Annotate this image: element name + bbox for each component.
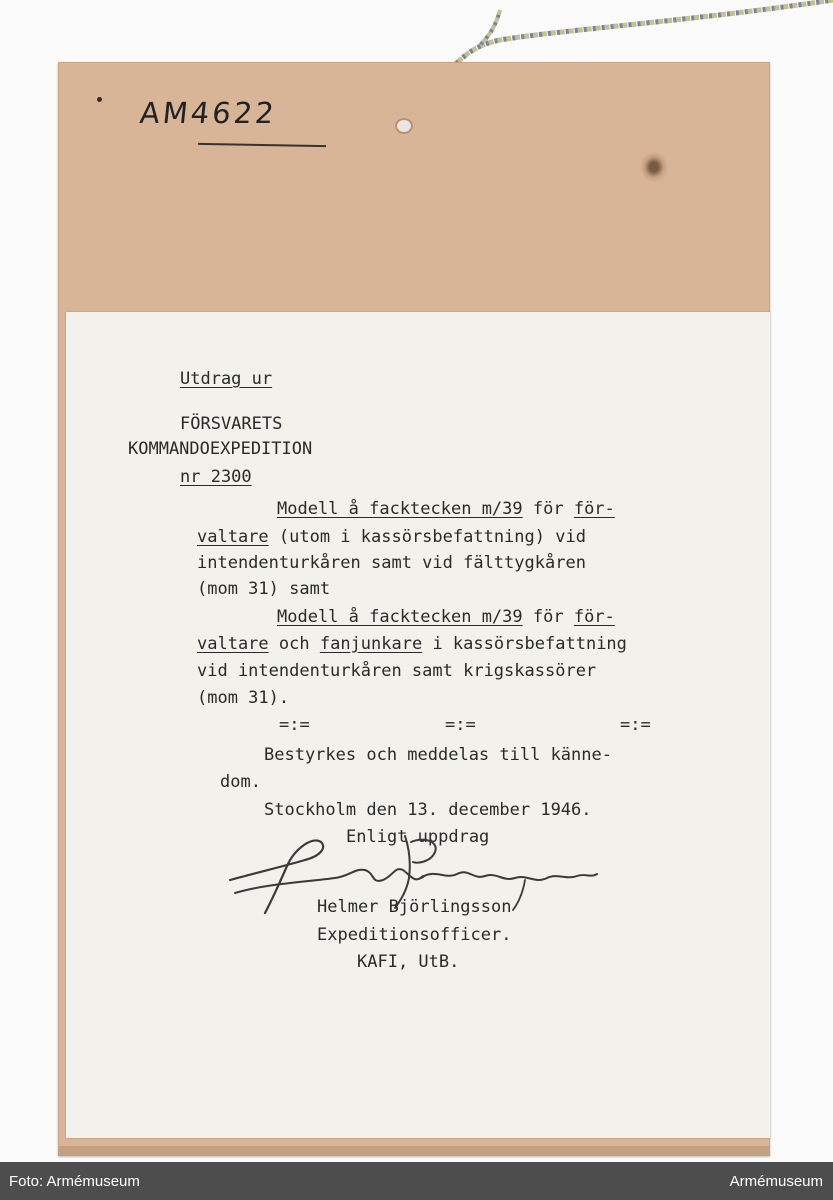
typed-document xyxy=(66,312,770,1138)
doc-heading: Utdrag ur xyxy=(180,369,273,389)
doc-underlined-text: Modell å facktecken m/39 xyxy=(277,607,523,627)
doc-text-line xyxy=(197,634,627,655)
doc-text-line xyxy=(277,499,615,520)
doc-text: och xyxy=(268,634,320,654)
doc-authority: Enligt uppdrag xyxy=(346,827,490,847)
board-stain xyxy=(640,152,668,182)
doc-text: för xyxy=(522,499,574,519)
doc-text-line xyxy=(197,527,586,548)
doc-number: nr 2300 xyxy=(180,467,252,487)
doc-signer-name: Helmer Björlingsson xyxy=(317,897,512,917)
doc-text-line: Bestyrkes och meddelas till känne- xyxy=(264,745,612,765)
doc-separator: =:= xyxy=(445,715,476,735)
doc-text-line: intendenturkåren samt vid fälttygkåren xyxy=(197,553,586,573)
doc-underlined-text: för- xyxy=(573,499,615,519)
doc-place-date: Stockholm den 13. december 1946. xyxy=(264,800,592,820)
photo-credit: Foto: Armémuseum xyxy=(9,1173,140,1190)
doc-source-line: KOMMANDOEXPEDITION xyxy=(128,439,313,459)
doc-underlined-text: valtare xyxy=(197,527,269,547)
doc-source-line: FÖRSVARETS xyxy=(180,414,283,434)
pin-hole xyxy=(97,97,102,102)
doc-signer-title: Expeditionsofficer. xyxy=(317,925,512,945)
doc-text: i kassörsbefattning xyxy=(422,634,627,654)
doc-text-line xyxy=(277,607,615,628)
doc-separator: =:= xyxy=(279,715,310,735)
doc-signer-unit: KAFI, UtB. xyxy=(357,952,460,972)
punch-hole xyxy=(395,118,413,134)
doc-text-line: (mom 31). xyxy=(197,688,290,708)
doc-text: (utom i kassörsbefattning) vid xyxy=(268,527,586,547)
doc-underlined-text: valtare xyxy=(197,634,269,654)
doc-text-line: dom. xyxy=(220,772,261,792)
doc-text-line: vid intendenturkåren samt krigskassörer xyxy=(197,661,597,681)
museum-brand: Armémuseum xyxy=(729,1173,823,1190)
doc-underlined-text: Modell å facktecken m/39 xyxy=(277,499,523,519)
doc-text-line: (mom 31) samt xyxy=(197,579,331,599)
doc-underlined-text: fanjunkare xyxy=(319,634,423,654)
board-edge xyxy=(58,1146,770,1156)
catalog-number: AM4622 xyxy=(138,96,279,130)
doc-underlined-text: för- xyxy=(573,607,615,627)
doc-text: för xyxy=(522,607,574,627)
photo-credit-bar xyxy=(0,1162,833,1200)
doc-separator: =:= xyxy=(620,715,651,735)
